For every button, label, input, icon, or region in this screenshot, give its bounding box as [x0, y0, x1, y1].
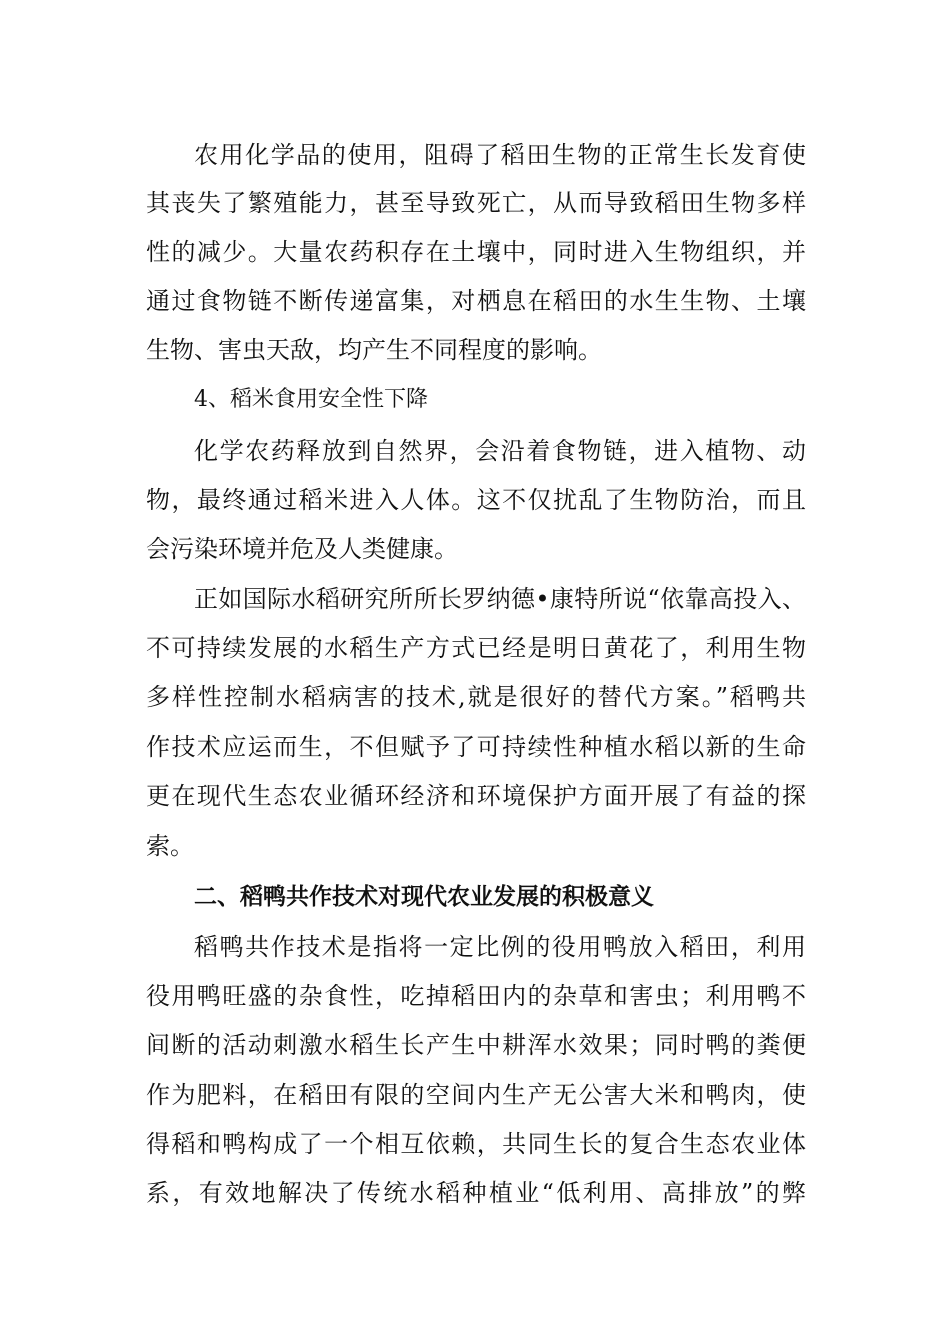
- body-text-line: 正如国际水稻研究所所长罗纳德•康特所说“依靠高投入、: [194, 585, 806, 613]
- body-text-line: 其丧失了繁殖能力，甚至导致死亡，从而导致稻田生物多样: [146, 189, 806, 217]
- body-text-line: 物，最终通过稻米进入人体。这不仅扰乱了生物防治，而且: [146, 486, 806, 514]
- body-text-line: 通过食物链不断传递富集，对栖息在稻田的水生生物、土壤: [146, 287, 806, 315]
- body-text-line: 不可持续发展的水稻生产方式已经是明日黄花了，利用生物: [146, 634, 806, 662]
- section-subheading: 4、稻米食用安全性下降: [194, 387, 428, 412]
- body-text-line: 性的减少。大量农药积存在土壤中，同时进入生物组织，并: [146, 238, 806, 266]
- body-text-line: 作技术应运而生，不但赋予了可持续性种植水稻以新的生命: [146, 733, 806, 761]
- body-text-line: 生物、害虫天敌，均产生不同程度的影响。: [146, 336, 602, 364]
- body-text-line: 役用鸭旺盛的杂食性，吃掉稻田内的杂草和害虫；利用鸭不: [146, 982, 806, 1010]
- body-text-line: 多样性控制水稻病害的技术,就是很好的替代方案。”稻鸭共: [146, 683, 806, 711]
- section-heading: 二、稻鸭共作技术对现代农业发展的积极意义: [194, 884, 654, 910]
- body-text-line: 会污染环境并危及人类健康。: [146, 535, 458, 563]
- body-text-line: 作为肥料，在稻田有限的空间内生产无公害大米和鸭肉，使: [146, 1081, 806, 1109]
- body-text-line: 间断的活动刺激水稻生长产生中耕浑水效果；同时鸭的粪便: [146, 1031, 806, 1059]
- body-text-line: 得稻和鸭构成了一个相互依赖，共同生长的复合生态农业体: [146, 1130, 806, 1158]
- body-text-line: 索。: [146, 832, 194, 860]
- body-text-line: 稻鸭共作技术是指将一定比例的役用鸭放入稻田，利用: [194, 933, 806, 961]
- body-text-line: 更在现代生态农业循环经济和环境保护方面开展了有益的探: [146, 782, 806, 810]
- body-text-line: 系，有效地解决了传统水稻种植业“低利用、高排放”的弊: [146, 1179, 806, 1207]
- body-text-line: 化学农药释放到自然界，会沿着食物链，进入植物、动: [194, 437, 806, 465]
- body-text-line: 农用化学品的使用，阻碍了稻田生物的正常生长发育使: [194, 141, 806, 169]
